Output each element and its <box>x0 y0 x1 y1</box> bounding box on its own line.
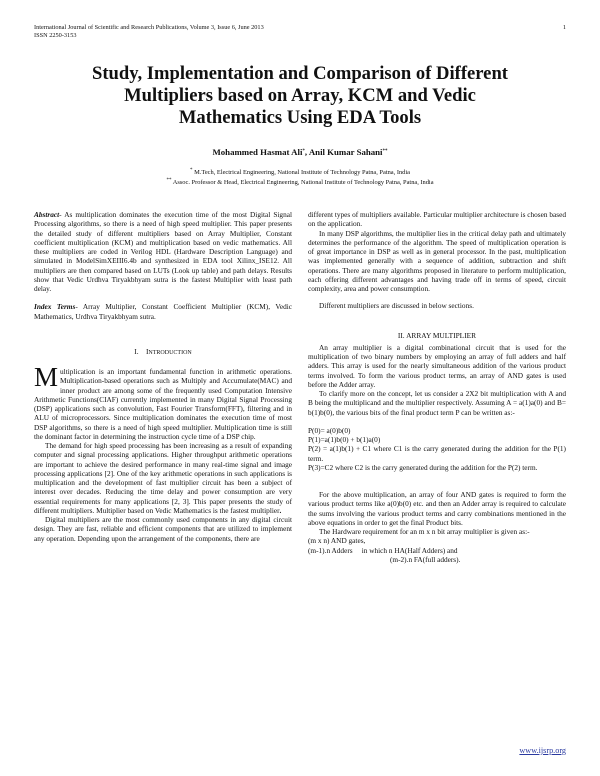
affiliation-1-text: M.Tech, Electrical Engineering, National Institute of Technology Patna, Patna, India <box>192 169 410 176</box>
drop-cap: M <box>34 362 59 392</box>
affiliation-2 <box>40 179 560 187</box>
intro-paragraph-1: Multiplication is an important fundamental function in arithmetic operations. Multiplication-based operations such as Multiply and Accumulate(MAC) and inner product are among some of the frequently used Computation Intensive Arithmetic Functions(CIAF) currently implemented in many Digital Signal Processing (DSP) applications such as convolution, Fast Fourier Transform(FFT), filtering and in ALU of microprocessors. Since multiplication dominates the execution time of most DSP algorithms, so there is a need of high speed multiplier. Multiplication time is still the dominant factor in determining the instruction cycle time of a DSP chip. <box>34 362 292 441</box>
title-line-3: Mathematics Using EDA Tools <box>178 107 422 128</box>
paper-title <box>40 63 560 129</box>
journal-url-link[interactable]: www.ijsrp.org <box>519 746 566 755</box>
author-list <box>40 147 560 157</box>
section-heading-introduction: I. INTRODUCTION <box>134 346 192 356</box>
equation-p3: P(3)=C2 where C2 is the carry generated during the addition for the P(2) term. <box>308 462 538 472</box>
section-heading-array-multiplier: II. ARRAY MULTIPLIER <box>397 330 477 340</box>
array-paragraph-3: For the above multiplication, an array of four AND gates is required to form the various product terms like a(0)b(0) etc. and then an Adder array is required to calculate the sums involving the various product terms and carry combinations mentioned in the above equations in order to get the final Product bits. <box>308 490 566 527</box>
left-column <box>34 210 292 543</box>
author-2: Anil Kumar Sahani <box>308 147 383 157</box>
title-line-1: Study, Implementation and Comparison of Different <box>92 63 508 84</box>
array-paragraph-2: To clarify more on the concept, let us consider a 2X2 bit multiplication with A and B being the multiplicand and the multiplier respectively. Assuming A = a(1)a(0) and B= b(1)b(0), the various bits of the final product term P can be written as:- <box>308 389 566 417</box>
index-terms-text: - Array Multiplier, Constant Coefficient Multiplier (KCM), Vedic Mathematics, Urdhva Tiryakbhyam sutra. <box>34 302 293 321</box>
author-1-mark: * <box>302 149 305 154</box>
index-terms-label: Index Terms <box>34 302 76 312</box>
requirement-and-gates: (m x n) AND gates, <box>308 536 366 546</box>
journal-name: International Journal of Scientific and Research Publications, Volume 3, Issue 6, June 2013 <box>34 24 264 31</box>
equation-p2: P(2) = a(1)b(1) + C1 where C1 is the carry generated during the addition for the P(1) term. <box>308 444 566 463</box>
author-2-mark: ** <box>382 149 388 154</box>
sections-note: Different multipliers are discussed in below sections. <box>319 301 474 311</box>
affiliation-2-mark: ** <box>166 178 172 183</box>
affiliation-1-mark: * <box>190 168 193 173</box>
affiliation-1 <box>40 169 560 177</box>
author-1: Mohammed Hasmat Ali <box>212 147 303 157</box>
affiliation-2-text: Assoc. Professor & Head, Electrical Engineering, National Institute of Technology Patna, Patna, India <box>171 179 434 186</box>
abstract-label: Abstract <box>34 210 60 219</box>
issn: ISSN 2250-3153 <box>34 32 77 40</box>
page-number: 1 <box>562 24 566 31</box>
index-terms <box>34 302 292 321</box>
author-separator: , <box>304 147 309 157</box>
right-column <box>308 210 566 564</box>
journal-header <box>34 24 566 41</box>
equation-p0: P(0)= a(0)b(0) <box>308 425 351 435</box>
title-line-2: Multipliers based on Array, KCM and Vedic <box>124 85 476 106</box>
array-paragraph-1: An array multiplier is a digital combinational circuit that is used for the multiplication of two binary numbers by employing an array of full adders and half adders. This array is used for the nearly simultaneous addition of the various product terms involved. To form the various product terms, an array of AND gates is used before the Adder array. <box>308 342 566 389</box>
array-paragraph-4: The Hardware requirement for an m x n bit array multiplier is given as:- <box>319 527 530 536</box>
dsp-paragraph: In many DSP algorithms, the multiplier lies in the critical delay path and ultimately determines the performance of the algorithm. The speed of multiplication operation is of great importance in DSP as well as in general processor. In the past, multiplication was implemented generally with a sequence of addition, subtraction and shift operations. There are many algorithms proposed in literature to perform multiplication, each offering different advantages and having trade off in terms of speed, circuit complexity, area and power consumption. <box>308 228 566 293</box>
continued-text: different types of multipliers available. Particular multiplier architecture is chosen based on the application. <box>308 210 566 229</box>
intro-paragraph-2: The demand for high speed processing has been increasing as a result of expanding computer and signal processing applications. Higher throughput arithmetic operations are important to achieve the desired performance in many real-time signal and image processing applications [2]. One of the key arithmetic operations in such applications is multiplication and the development of fast multiplier circuit has been a subject of interest over decades. Reducing the time delay and power consumption are very essential requirements for many applications [2, 3]. This paper presents the study of different multipliers. Multiplier based on Vedic Mathematics is the fastest multiplier. <box>34 441 292 515</box>
intro-paragraph-3: Digital multipliers are the most commonly used components in any digital circuit design. They are fast, reliable and efficient components that are utilized to implement any operation. Depending upon the arrangement of the components, there are <box>34 515 292 543</box>
abstract-text: - As multiplication dominates the execution time of the most Digital Signal Processing algorithms, so there is a need of high speed multiplier. This paper presents the detailed study of different multipliers based on Array Multiplier, Constant coefficient multiplication (KCM) and multiplication based on vedic mathematics. All these multipliers are coded in Verilog HDL (Hardware Description Language) and simulated in ModelSimXEIII6.4b and synthesized in EDA tool Xilinx_ISE12. All multipliers are then compared based on LUTs (Look up table) and path delays. Results show that Vedic Urdhva Tiryakbhyam sutra is the fastest Multiplier with least path delay. <box>34 210 292 293</box>
requirement-full-adders: (m-2).n FA(full adders). <box>390 554 461 564</box>
equation-p1: P(1)=a(1)b(0) + b(1)a(0) <box>308 435 381 444</box>
abstract <box>34 210 292 293</box>
requirement-adders: (m-1).n Adders in which n HA(Half Adders) and <box>308 545 458 555</box>
